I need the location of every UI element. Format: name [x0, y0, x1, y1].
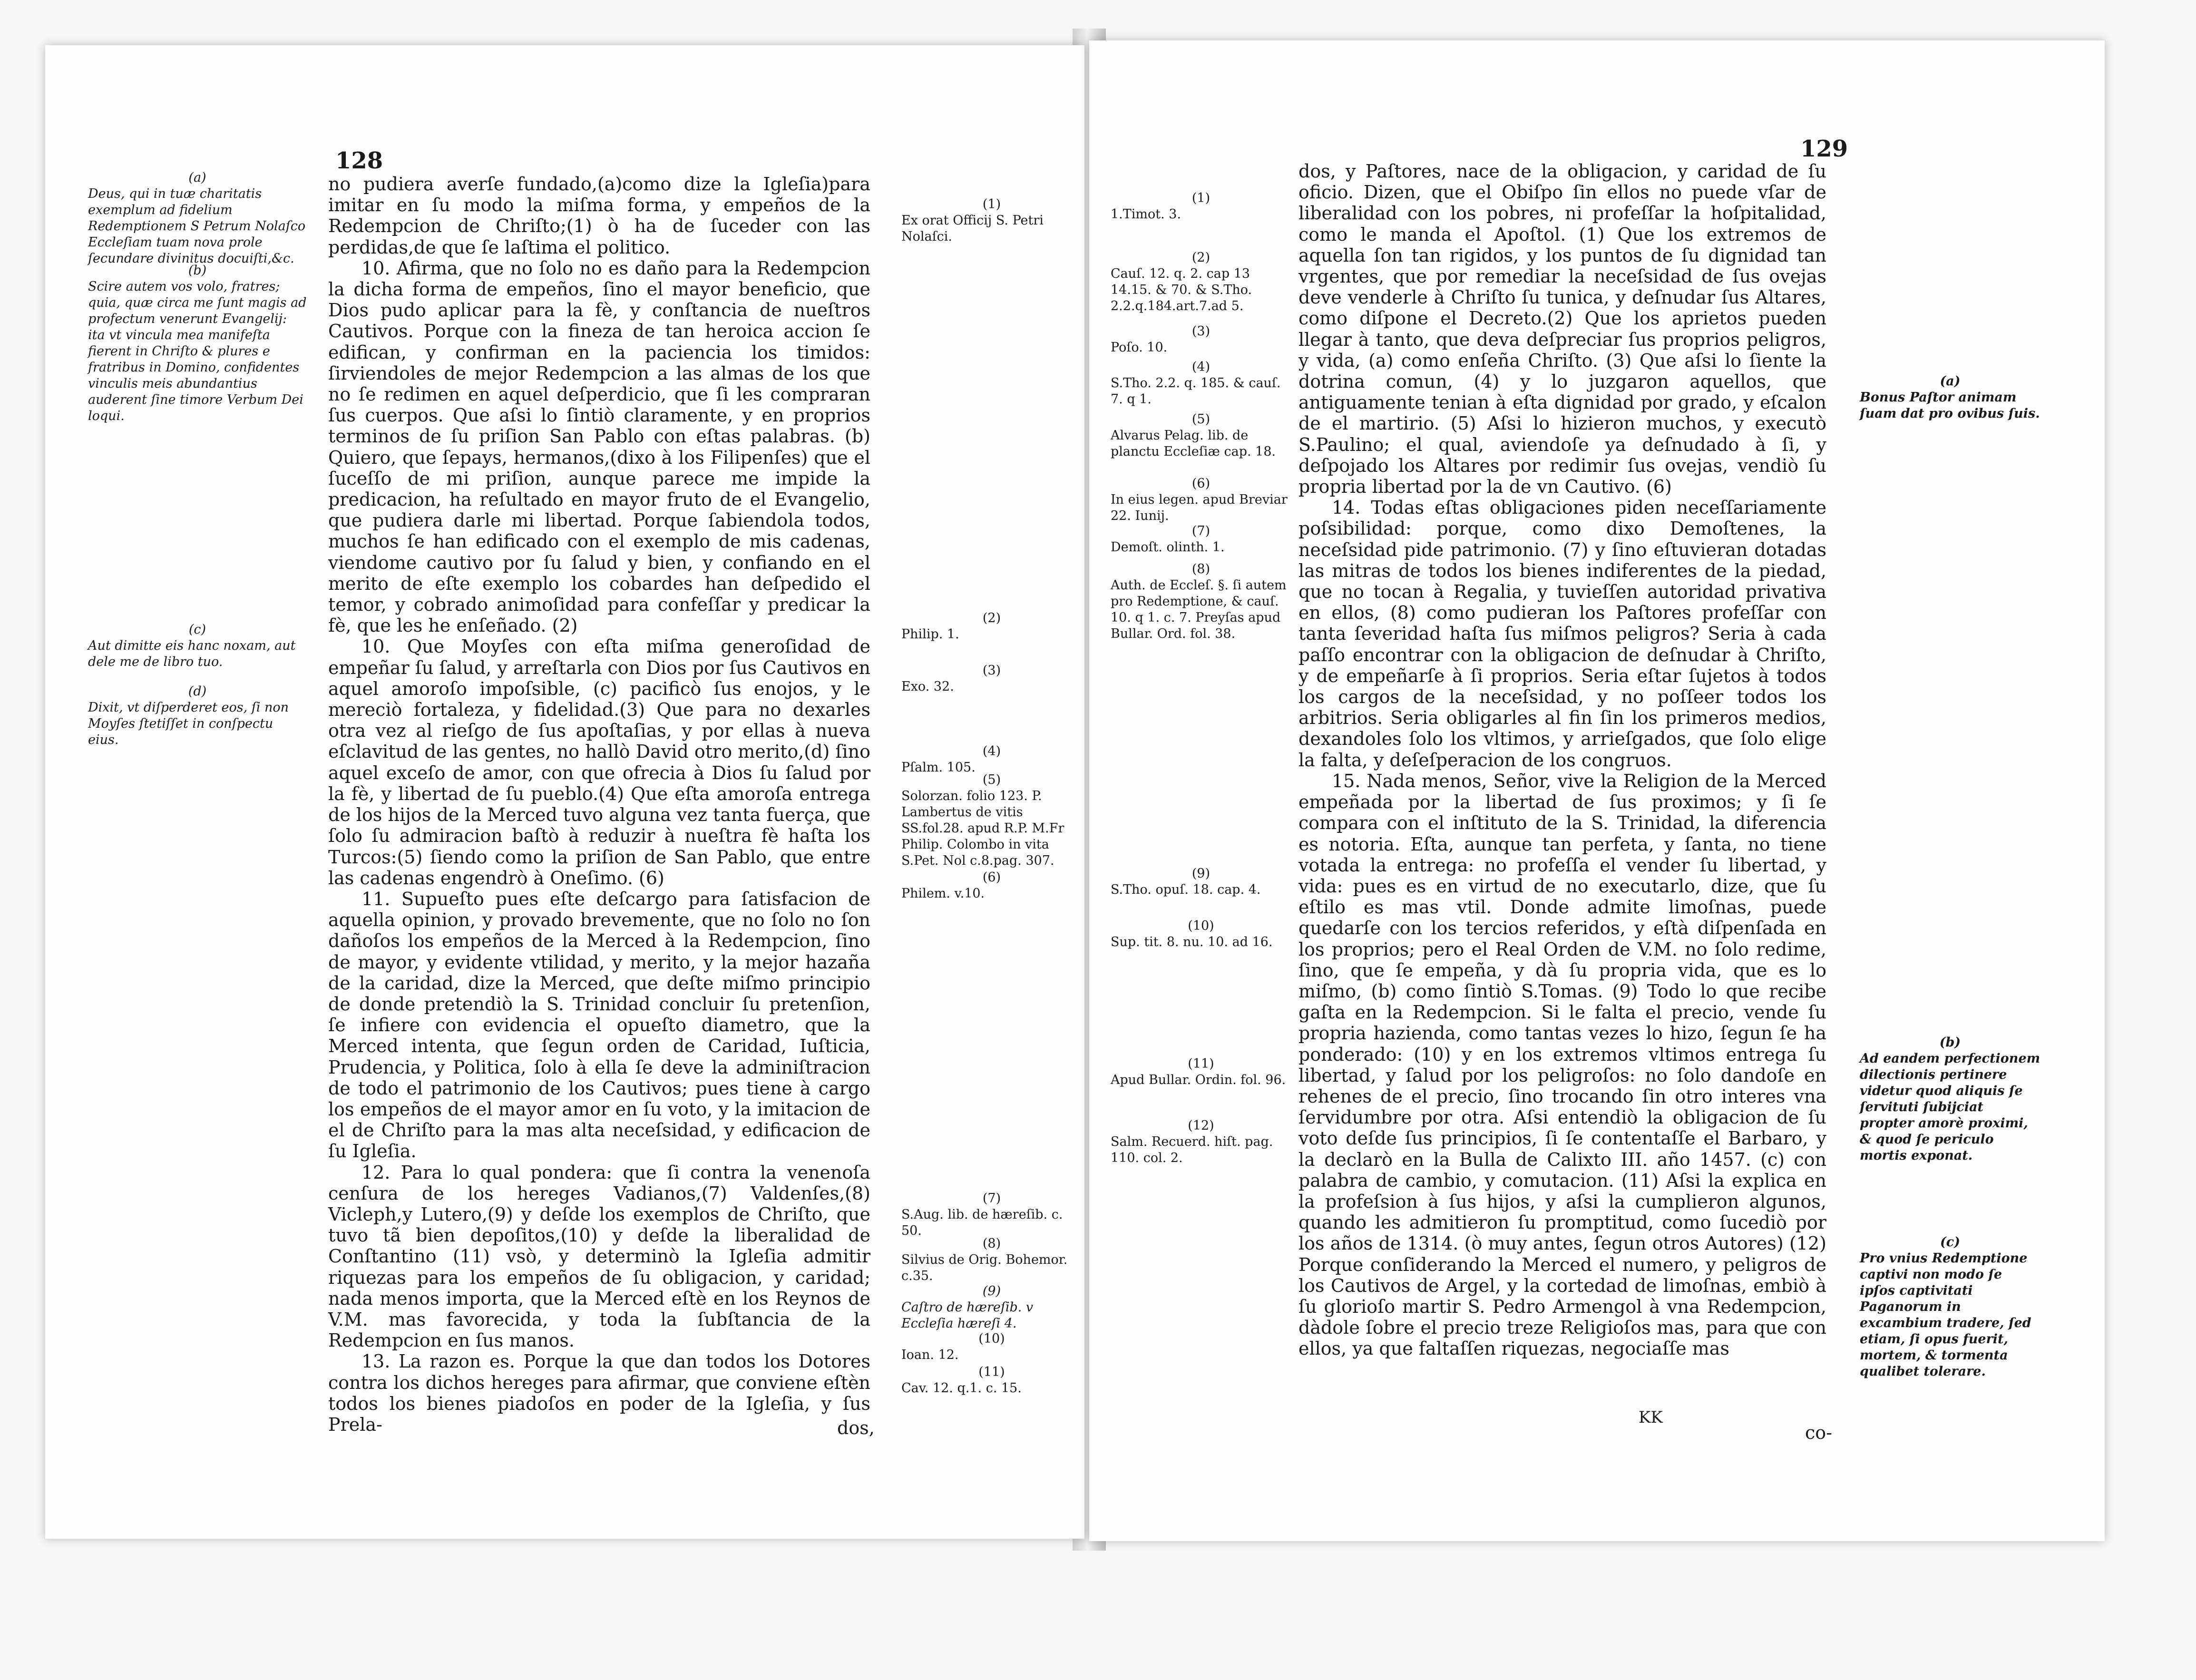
margin-note: (6) Philem. v.10. — [901, 870, 1001, 901]
margin-note: (3) Exo. 32. — [901, 663, 1001, 694]
paragraph: 12. Para lo qual pondera: que ſi contra la venenoſa cenſura de los hereges Vadianos,(7) Valdenſes,(8) Vicleph,y Lutero,(9) y deſde los exemplos de Chriſto, que tuvo tã bien depoſitos,(10) y deſde la liberalidad de Conſtantino (11) vsò, y determinò la Igleſia admitir riquezas para los empeños de ſu obligacion, y caridad; nada menos importa, que la Merced eſtè en los Reynos de V.M. mas favorecida, y toda la ſubſtancia de la Redempcion en ſus manos. — [328, 1162, 870, 1351]
paragraph: 11. Supueſto pues eſte deſcargo para ſatisfacion de aquella opinion, y provado brevemente, que no ſolo no ſon dañoſos los empeños de la Merced à la Redempcion, ſino de mayor, y evidente vtilidad, y merito, y la mejor hazaña de la caridad, dize la Merced, que deſte miſmo principio de donde pretendiò la S. Trinidad concluir ſu pretenſion, ſe infiere con evidencia el opueſto diametro, que la Merced intenta, que ſegun orden de Caridad, Iuſticia, Prudencia, y Politica, ſolo à ella ſe deve la adminiſtracion de todo el patrimonio de los Cautivos; pues tiene à cargo los empeños de el mayor amor en ſu voto, y la imitacion de el de Chriſto para la mas alta neceſsidad, y edificacion de ſu Igleſia. — [328, 888, 870, 1162]
margin-note: (b) Scire autem vos volo, fratres; quia, quæ circa me ſunt magis ad profectum venerunt Evangelij: ita vt vincula mea manifeſta fierent in Chriſto & plures e fratribus in Domino, confidentes vinculis meis abundantius auderent ſine timore Verbum Dei loqui. — [88, 263, 307, 423]
margin-note: (9) Caſtro de hæreſib. v Eccleſia hæreſi 4. — [901, 1284, 1034, 1331]
margin-note: (5) Alvarus Pelag. lib. de planctu Eccleſiæ cap. 18. — [1111, 412, 1276, 459]
margin-note: (1) 1.Timot. 3. — [1111, 191, 1210, 222]
paragraph: no pudiera averſe fundado,(a)como dize la Igleſia)para imitar en ſu modo la miſma forma, y empeños de la Redempcion de Chriſto;(1) ò ha de ſuceder con las perdidas,de que ſe laſtima el politico. — [328, 174, 870, 258]
right-page-body-text — [1298, 161, 1826, 1359]
page-number-left: 128 — [335, 147, 383, 174]
paragraph: 13. La razon es. Porque la que dan todos los Dotores contra los dichos hereges para afirmar, que conviene eſtèn todos los bienes piadoſos en poder de la Igleſia, y ſus Prela- — [328, 1351, 870, 1435]
margin-note: (c) Aut dimitte eis hanc noxam, aut dele me de libro tuo. — [88, 622, 296, 669]
margin-note: (7) S.Aug. lib. de hæreſib. c. 50. — [901, 1191, 1063, 1238]
margin-note: (10) Sup. tit. 8. nu. 10. ad 16. — [1111, 918, 1273, 949]
margin-note: (9) S.Tho. opuſ. 18. cap. 4. — [1111, 866, 1261, 897]
margin-note: (3) Poſo. 10. — [1111, 324, 1210, 355]
catchword: co- — [1805, 1422, 1832, 1443]
paragraph: 14. Todas eſtas obligaciones piden neceſſariamente poſsibilidad: porque, como dixo Demoſtenes, la neceſsidad pide patrimonio. (7) y ſino eſtuvieran dotadas las mitras de todos los bienes indiferentes de la piedad, que no tocan à Regalia, y tuvieſſen autoridad privativa en ellos, (8) como pudieran los Paſtores profeſſar con tanta ſeveridad haſta ſus miſmos peligros? Seria à cada paſſo encontrar con la obligacion de deſnudar à Chriſto, y de empeñarſe à ſi proprios. Seria eſtar ſujetos à todos los cargos de la neceſsidad, y no poſſeer todos los arbitrios. Seria obligarles al fin ſin los primeros medios, dexandoles ſolo los vltimos, y arrieſgados, que ſolo elige la falta, y deſeſperacion de los congruos. — [1298, 497, 1826, 771]
right-page — [1089, 40, 2105, 1541]
margin-note: (11) Cav. 12. q.1. c. 15. — [901, 1365, 1022, 1396]
paragraph: 10. Que Moyſes con eſta miſma generoſidad de empeñar ſu ſalud, y arreſtarla con Dios por ſus Cautivos en aquel amoroſo impoſsible, (c) pacificò ſus enojos, y le mereciò fortaleza, y fidelidad.(3) Que para no dexarles otra vez al rieſgo de ſus apoſtaſias, y por ellas à nueva eſclavitud de las gentes, no hallò David otro merito,(d) ſino aquel exceſo de amor, con que ofrecia à Dios ſu ſalud por la fè, y libertad de ſu pueblo.(4) Que eſta amoroſa entrega de los hijos de la Merced tuvo alguna vez tanta fuerça, que ſolo ſu admiracion baſtò à reduzir à nueſtra fè haſta los Turcos:(5) ſiendo como la priſion de San Pablo, que entre las cadenas engendrò à Oneſimo. (6) — [328, 636, 870, 889]
left-page-left-margin-notes — [88, 170, 307, 748]
right-page-right-margin-notes — [1860, 373, 2040, 1380]
signature-mark: KK — [1639, 1408, 1663, 1427]
catchword: dos, — [837, 1417, 875, 1438]
margin-note: (a) Deus, qui in tuæ charitatis exemplum ad fidelium Redemptionem S Petrum Nolaſco Eccleſiam tuam nova prole ſecundare divinitus docuiſti,&c. — [88, 170, 306, 266]
left-page — [45, 45, 1084, 1539]
margin-note: (a) Bonus Paſtor animam ſuam dat pro ovibus ſuis. — [1860, 374, 2040, 421]
margin-note: (c) Pro vnius Redemptione captivi non modo ſe ipſos captivitati Paganorum in excambium tradere, ſed etiam, ſi opus fuerit, mortem, & tormenta qualibet tolerare. — [1860, 1235, 2031, 1379]
margin-note: (2) Cauſ. 12. q. 2. cap 13 14.15. & 70. & S.Tho. 2.2.q.184.art.7.ad 5. — [1111, 250, 1252, 313]
page-number-right: 129 — [1800, 136, 1848, 162]
margin-note: (5) Solorzan. folio 123. P. Lambertus de vitis SS.fol.28. apud R.P. M.Fr Philip. Colombo in vita S.Pet. Nol c.8.pag. 307. — [901, 772, 1064, 868]
left-page-right-margin-notes — [901, 196, 1082, 1397]
margin-note: (2) Philip. 1. — [901, 611, 1001, 642]
margin-note: (6) In eius legen. apud Breviar 22. Iunij. — [1111, 476, 1288, 523]
paragraph: dos, y Paſtores, nace de la obligacion, y caridad de ſu oficio. Dizen, que el Obiſpo ſin ellos no puede vſar de liberalidad con los pobres, ni profeſſar la hoſpitalidad, como le manda el Apoſtol. (1) Que los extremos de aquella ſon tan rigidos, y los puntos de ſu dignidad tan vrgentes, que por remediar la neceſsidad de ſus ovejas deve venderle à Chriſto ſu tunica, y deſnudar ſus Altares, como diſpone el Decreto.(2) Que los aprietos pueden llegar à tanto, que deva deſpreciar ſus proprios peligros, y vida, (a) como enſeña Chriſto. (3) Que aſsi lo ſiente la dotrina comun, (4) y lo juzgaron aquellos, que antiguamente tenian à eſta dignidad por grado, y eſcalon de el martirio. (5) Aſsi lo hizieron muchos, y executò S.Paulino; el qual, aviendoſe ya deſnudado à ſi, y deſpojado los Altares por redimir ſus ovejas, vendiò ſu propria libertad por la de vn Cautivo. (6) — [1298, 161, 1826, 498]
margin-note: (12) Salm. Recuerd. hiſt. pag. 110. col. 2. — [1111, 1118, 1273, 1165]
paragraph: 10. Afirma, que no ſolo no es daño para la Redempcion la dicha forma de empeños, ſino el mayor beneficio, que Dios pudo aplicar para la fè, y conſtancia de nueſtros Cautivos. Porque con la fineza de tan heroica accion ſe edifican, y confirman en la paciencia los timidos: ſirviendoles de mejor Redempcion a las almas de los que no ſe redimen en aquel deſperdicio, que ſi les compraran ſus cuerpos. Que aſsi lo ſintiò claramente, y en proprios terminos de ſu priſion San Pablo con eſtas palabras. (b) Quiero, que ſepays, hermanos,(dixo à los Filipenſes) que el ſuceſſo de mi priſion, aunque parece me impide la predicacion, ha reſultado en mayor fruto de el Evangelio, que pudiera darle mi libertad. Porque ſabiendola todos, muchos ſe han edificado con el exemplo de mis cadenas, viendome cautivo por ſu ſalud y bien, y confiando en el merito de eſte exemplo los cobardes han deſpedido el temor, y cobrado animoſidad para confeſſar y predicar la fè, que les he enſeñado. (2) — [328, 257, 870, 636]
margin-note: (4) Pſalm. 105. — [901, 744, 1001, 775]
margin-note: (10) Ioan. 12. — [901, 1331, 1005, 1362]
margin-note: (7) Demoſt. olinth. 1. — [1111, 524, 1225, 555]
right-page-left-margin-notes — [1111, 190, 1291, 1166]
margin-note: (b) Ad eandem perfectionem dilectionis pertinere videtur quod aliquis ſe ſervituti ſubijciat propter amorè proximi, & quod ſe periculo mortis exponat. — [1860, 1035, 2040, 1163]
margin-note: (8) Silvius de Orig. Bohemor. c.35. — [901, 1236, 1068, 1283]
margin-note: (1) Ex orat Officij S. Petri Nolaſci. — [901, 197, 1044, 244]
margin-note: (4) S.Tho. 2.2. q. 185. & cauſ. 7. q 1. — [1111, 360, 1281, 407]
left-page-body-text — [328, 174, 870, 1435]
margin-note: (11) Apud Bullar. Ordin. fol. 96. — [1111, 1056, 1286, 1087]
paragraph: 15. Nada menos, Señor, vive la Religion de la Merced empeñada por la libertad de ſus proximos; y ſi ſe compara con el inſtituto de la S. Trinidad, la diferencia es notoria. Eſta, aunque tan perfeta, y ſanta, no tiene votada la entrega: no profeſſa el vender ſu libertad, y vida: pues es en virtud de no executarlo, dize, que ſu eſtilo es mas vtil. Donde admite limoſnas, puede quedarſe con los tercios referidos, y eſtà diſpenſada en los proprios; pero el Real Orden de V.M. no ſolo redime, ſino, que ſe empeña, y dà ſu propria vida, que es lo miſmo, (b) como ſintiò S.Tomas. (9) Todo lo que recibe gaſta en la Redempcion. Si le falta el precio, vende ſu propria hazienda, como tantas vezes lo hizo, ſegun ſe ha ponderado: (10) y en los extremos vltimos entrega ſu libertad, y ſalud por los peligroſos: no ſolo dandoſe en rehenes de el precio, ſino trocando ſin otro interes vna ſervidumbre por otra. Aſsi entendiò la obligacion de ſu voto deſde ſus principios, ſi ſe contentaſſe el Barbaro, y la declarò en la Bulla de Calixto III. año 1457. (c) con palabra de cambio, y comutacion. (11) Aſsi la explica en la profeſsion à ſus hijos, y aſsi la cumplieron algunos, quando les admitieron ſu promptitud, como ſucediò por los años de 1314. (ò muy antes, ſegun otros Autores) (12) Porque conſiderando la Merced el numero, y peligros de los Cautivos de Argel, y la cortedad de limoſnas, embiò à ſu glorioſo martir S. Pedro Armengol à vna Redempcion, dàdole ſobre el precio treze Religioſos mas, para que con ellos, ya que faltaſſen riquezas, negociaſſe mas — [1298, 770, 1826, 1359]
margin-note: (8) Auth. de Eccleſ. §. ſi autem pro Redemptione, & cauſ. 10. q 1. c. 7. Preyſas apud Bullar. Ord. fol. 38. — [1111, 562, 1287, 641]
margin-note: (d) Dixit, vt diſperderet eos, ſi non Moyſes ſtetiſſet in conſpectu eius. — [88, 684, 289, 747]
